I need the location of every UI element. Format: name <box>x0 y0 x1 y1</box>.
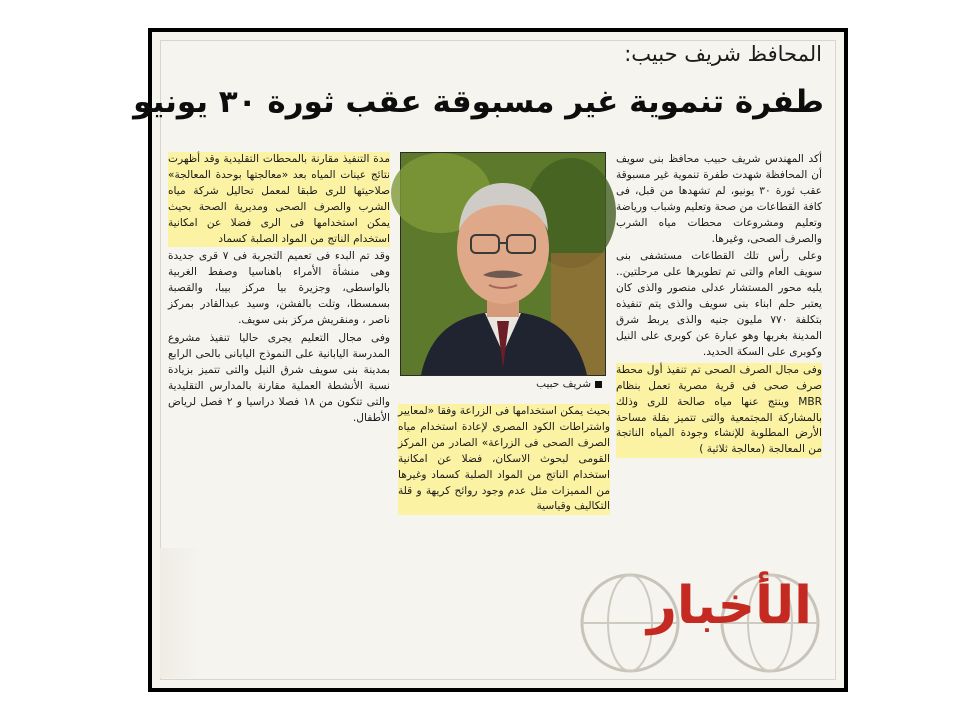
paragraph: وفى مجال الصرف الصحى تم تنفيذ أول محطة صرف صحى فى قرية مصرية تعمل بنظام MBR وينتج عنها مياه صالحة للرى وذلك بالمشاركة المجتمعية والتى تتميز بقلة مساحة الأرض المطلوبة للإنشاء وجودة المياه الناتجة من المعالجة (معالجة ثلاثية ) <box>616 363 822 458</box>
article-column-middle <box>398 404 610 517</box>
photo-caption <box>482 378 602 390</box>
photo-caption-text: شريف حبيب <box>536 378 591 390</box>
newspaper-clipping <box>133 28 848 692</box>
portrait-illustration <box>401 153 605 375</box>
masthead-logo: الأخبار <box>646 576 812 636</box>
article-column-left <box>168 152 390 428</box>
newspaper-masthead <box>570 568 830 678</box>
paragraph: وقد تم البدء فى تعميم التجربة فى ٧ قرى جديدة وهى منشأة الأمراء باهناسيا وصفط الغربية بالواسطى، وجزيرة بيا مركز بيبا، والقصبة بسمسطا، وتلت بالفشن، وسيد عبدالقادر بمركز ناصر ، ومنقريش مركز بنى سويف. <box>168 250 391 327</box>
caption-bullet-icon <box>595 381 602 388</box>
article-headline: طفرة تنموية غير مسبوقة عقب ثورة ٣٠ يونيو <box>133 84 824 120</box>
paragraph: بحيث يمكن استخدامها فى الزراعة وفقا «لمعايير واشتراطات الكود المصرى لإعادة استخدام مياه الصرف الصحى فى الزراعة» الصادر من المركز القومى لبحوث الاسكان، فضلا عن امكانية استخدام الناتج من المواد الصلبة كسماد وغيرها من المميزات مثل عدم وجود روائح كريهة و قلة التكاليف وقياسية <box>398 404 610 515</box>
paragraph: مدة التنفيذ مقارنة بالمحطات التقليدية وقد أظهرت نتائج عينات المياه بعد «معالجتها بوحدة المعالجة» صلاحيتها للرى طبقا لمعمل تحاليل شركة مياه الشرب والصرف الصحى ومديرية الصحة بحيث يمكن استخدامها فى الرى فضلا عن امكانية استخدام الناتج من المواد الصلبة كسماد <box>168 152 390 247</box>
paragraph: وفى مجال التعليم يجرى حاليا تنفيذ مشروع المدرسة اليابانية على النموذج اليابانى بالحى الرابع بمدينة بنى سويف شرق النيل والتى تتميز بزيادة نسبة الأنشطة العملية مقارنة بالمدارس التقليدية والتى تتكون من ١٨ فصلا دراسيا و ٢ فصل لرياض الأطفال. <box>168 331 390 424</box>
paragraph: وعلى رأس تلك القطاعات مستشفى بنى سويف العام والتى تم تطويرها على مرحلتين.. يليه محور المستشار عدلى منصور والذى كان يعتبر حلم ابناء بنى سويف والذى يتم تنفيذه بتكلفة ٧٧٠ مليون جنيه والذى يربط شرق المدينة بغربها وهو عبارة عن كوبرى على النيل وكوبرى على السكة الحديد. <box>616 250 822 358</box>
article-column-right <box>616 152 822 460</box>
paper-shadow <box>160 548 200 678</box>
paragraph: أكد المهندس شريف حبيب محافظ بنى سويف أن المحافظة شهدت طفرة تنموية غير مسبوقة عقب ثورة ٣٠ يونيو، لم تشهدها من قبل، فى كافة القطاعات من صحة وتعليم وشباب ورياضة وتعليم ومشروعات محطات مياه الشرب والصرف الصحى، وغيرها. <box>616 153 823 245</box>
article-kicker: المحافظ شريف حبيب: <box>624 42 822 66</box>
portrait-photo <box>400 152 606 376</box>
